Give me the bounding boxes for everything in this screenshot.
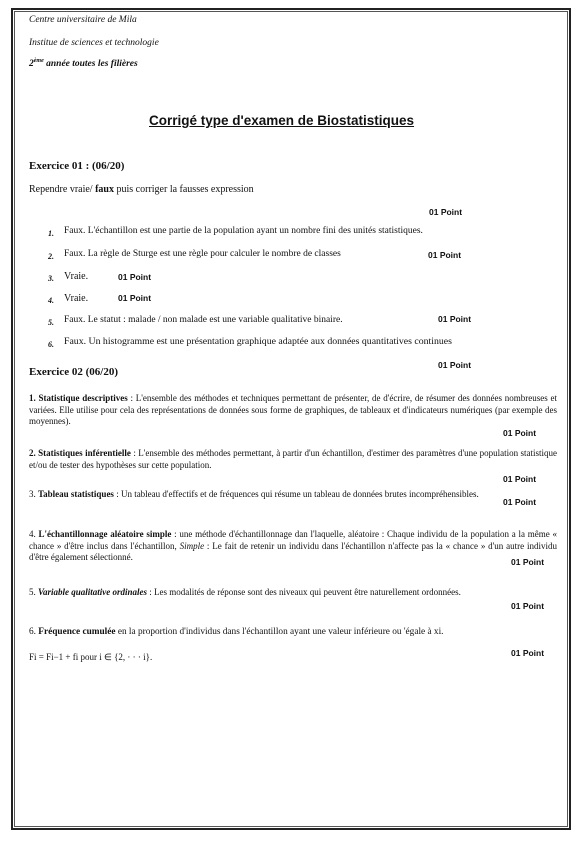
header-institute: Institue de sciences et technologie xyxy=(29,38,159,48)
point-label: 01 Point xyxy=(438,360,472,370)
point-label: 01 Point xyxy=(438,314,472,324)
item-number: 2. xyxy=(48,252,54,261)
answer-4-italic: Simple xyxy=(179,540,205,551)
year-number: 2 xyxy=(29,59,34,70)
item-text: Faux. La règle de Sturge est une règle pour calculer le nombre de classes xyxy=(64,249,341,259)
answer-2-term: 2. Statistiques inférentielle xyxy=(29,448,131,458)
exercise-1-instruction xyxy=(29,184,254,195)
point-label: 01 Point xyxy=(118,272,152,282)
answer-2 xyxy=(29,448,557,471)
item-number: 3. xyxy=(48,274,54,283)
answer-4 xyxy=(29,529,557,564)
answer-5-term: Variable qualitative ordinales xyxy=(38,587,148,597)
item-number: 6. xyxy=(48,340,54,349)
answer-4-num: 4. xyxy=(29,529,39,539)
instruction-text-end: puis corriger la fausses expression xyxy=(114,184,254,195)
item-text: Faux. Le statut : malade / non malade est une variable qualitative binaire. xyxy=(64,315,343,325)
year-superscript: ème xyxy=(33,58,44,64)
answer-4-text: : une méthode d'échantillonnage dan l'laquelle, aléatoire : Chaque individu de la population a la même « chance » d'être inclus dans l'échantillon, xyxy=(29,529,558,551)
item-text: Faux. L'échantillon est une partie de la population ayant un nombre fini des unités statistiques. xyxy=(64,226,423,236)
item-number: 5. xyxy=(48,318,54,327)
item-text: Vraie. xyxy=(64,271,89,282)
point-label: 01 Point xyxy=(511,557,545,567)
point-label: 01 Point xyxy=(428,250,462,260)
answer-6-text: en la proportion d'individus dans l'échantillon ayant une valeur inférieure ou 'égale à xi. xyxy=(115,627,444,637)
answer-6-term: Fréquence cumulée xyxy=(38,627,116,637)
answer-3 xyxy=(29,489,497,501)
point-label: 01 Point xyxy=(118,293,152,303)
instruction-text: Rependre vraie/ xyxy=(29,184,96,195)
point-label: 01 Point xyxy=(511,648,545,658)
answer-1 xyxy=(29,393,557,428)
exercise-2-heading: Exercice 02 (06/20) xyxy=(29,366,118,378)
formula: Fi = Fi−1 + fi pour i ∈ {2, · · · i}. xyxy=(29,652,153,662)
point-label: 01 Point xyxy=(511,601,545,611)
point-label: 01 Point xyxy=(503,428,537,438)
answer-1-term: 1. Statistique descriptives xyxy=(29,393,128,403)
year-rest: année toutes les filières xyxy=(43,59,138,70)
point-label: 01 Point xyxy=(503,474,537,484)
page-title: Corrigé type d'examen de Biostatistiques xyxy=(149,113,415,128)
item-text: Vraie. xyxy=(64,293,89,304)
answer-5-text: : Les modalités de réponse sont des niveaux qui peuvent être naturellement ordonnées. xyxy=(147,587,461,597)
instruction-bold: faux xyxy=(95,184,114,195)
header-year xyxy=(29,58,138,69)
item-number: 4. xyxy=(48,296,54,305)
answer-5 xyxy=(29,587,497,599)
point-label: 01 Point xyxy=(429,207,463,217)
answer-5-num: 5. xyxy=(29,587,38,597)
answer-4-term: L'échantillonnage aléatoire simple xyxy=(38,529,172,539)
answer-1-text: : L'ensemble des méthodes et techniques permettant de présenter, de d'écrire, de résumer des données nombreuses et variées. Elle utilise pour cela des représentations de données sous forme de graphiques, de tableaux et d'indicateurs numériques (par exemple des moyennes). xyxy=(29,393,558,426)
item-number: 1. xyxy=(48,229,54,238)
answer-2-text: : L'ensemble des méthodes permettant, à partir d'un échantillon, d'estimer des paramètres d'une population statistique et/ou de tester des hypothèses sur cette population. xyxy=(29,448,557,470)
item-text: Faux. Un histogramme est une présentation graphique adaptée aux données quantitatives continues xyxy=(64,336,452,347)
answer-6 xyxy=(29,627,444,637)
answer-4-text-end: : Le fait de retenir un individu dans l'échantillon n'affecte pas la « chance » d'un autre individu d'être également sélectionné. xyxy=(29,540,557,562)
exercise-1-heading: Exercice 01 : (06/20) xyxy=(29,160,125,172)
answer-6-num: 6. xyxy=(29,627,39,637)
point-label: 01 Point xyxy=(503,497,537,507)
answer-3-num: 3. xyxy=(29,489,38,499)
answer-3-term: Tableau statistiques xyxy=(38,489,114,499)
header-institution: Centre universitaire de Mila xyxy=(29,15,137,25)
answer-3-text: : Un tableau d'effectifs et de fréquences qui résume un tableau de données brutes incompréhensibles. xyxy=(113,489,479,499)
